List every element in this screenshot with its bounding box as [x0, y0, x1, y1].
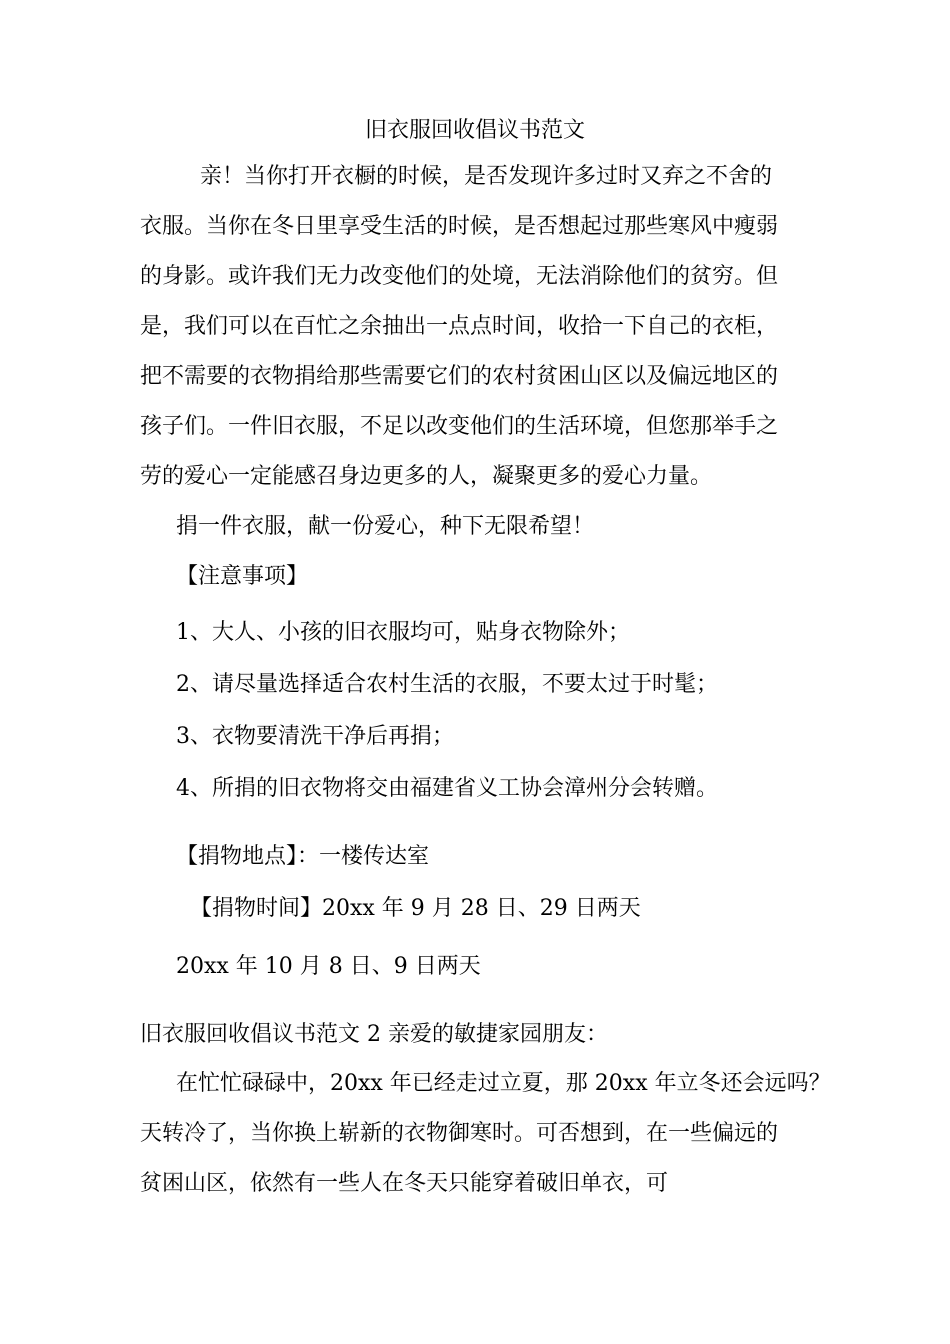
document-title: 旧衣服回收倡议书范文: [364, 118, 585, 143]
donation-time-2: 20xx 年 10 月 8 日、9 日两天: [176, 954, 481, 979]
paragraph-line: 把不需要的衣物捐给那些需要它们的农村贫困山区以及偏远地区的: [140, 364, 779, 389]
paragraph-line: 贫困山区，依然有一些人在冬天只能穿着破旧单衣，可: [140, 1171, 669, 1196]
slogan: 捐一件衣服，献一份爱心，种下无限希望！: [176, 514, 595, 539]
notice-item: 3、衣物要清洗干净后再捐；: [176, 724, 454, 749]
donation-location: 【捐物地点】：一楼传达室: [176, 844, 430, 869]
notice-item: 2、请尽量选择适合农村生活的衣服，不要太过于时髦；: [176, 672, 718, 697]
paragraph-line: 亲！当你打开衣橱的时候，是否发现许多过时又弃之不舍的: [200, 164, 773, 189]
donation-time: 【捐物时间】20xx 年 9 月 28 日、29 日两天: [190, 896, 641, 921]
notice-item: 1、大人、小孩的旧衣服均可，贴身衣物除外；: [176, 620, 630, 645]
notice-heading: 【注意事项】: [176, 564, 309, 589]
paragraph-line: 的身影。或许我们无力改变他们的处境，无法消除他们的贫穷。但: [140, 264, 779, 289]
paragraph-line: 是，我们可以在百忙之余抽出一点点时间，收拾一下自己的衣柜，: [140, 314, 779, 339]
paragraph-line: 天转冷了，当你换上崭新的衣物御寒时。可否想到，在一些偏远的: [140, 1121, 779, 1146]
paragraph-line: 孩子们。一件旧衣服，不足以改变他们的生活环境，但您那举手之: [140, 414, 779, 439]
paragraph-line: 衣服。当你在冬日里享受生活的时候，是否想起过那些寒风中瘦弱: [140, 214, 779, 239]
notice-item: 4、所捐的旧衣物将交由福建省义工协会漳州分会转赠。: [176, 776, 718, 801]
second-title: 旧衣服回收倡议书范文 2 亲爱的敏捷家园朋友：: [140, 1022, 608, 1047]
paragraph-line: 在忙忙碌碌中，20xx 年已经走过立夏，那 20xx 年立冬还会远吗？: [176, 1071, 831, 1096]
paragraph-line: 劳的爱心一定能感召身边更多的人，凝聚更多的爱心力量。: [140, 464, 713, 489]
